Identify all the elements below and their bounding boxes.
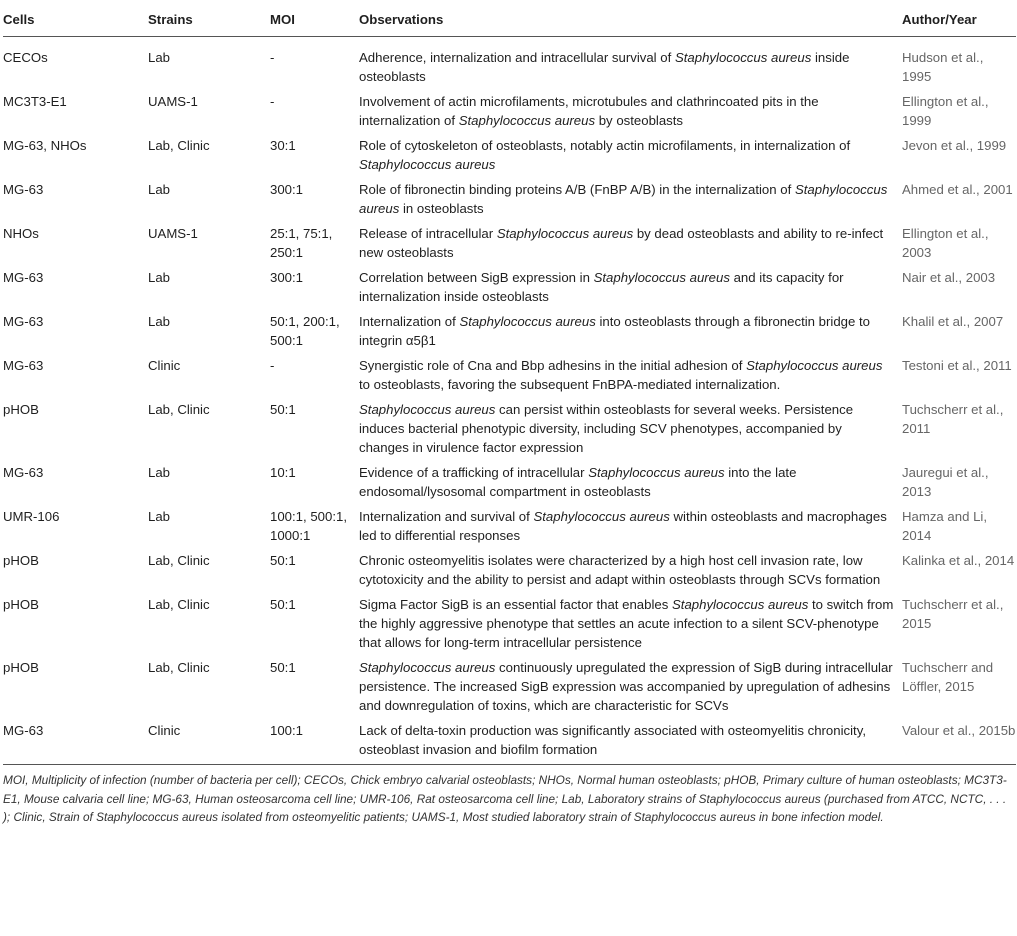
observation-text: continuously upregulated the expression of SigB during intracellular persistence. The increased SigB expression was accompanied by upregulation of adhesins and downregulation of toxins, which are characteristic for SCVs [359,660,893,713]
cell-author-year: Kalinka et al., 2014 [902,553,1015,568]
cell-moi: 100:1 [270,718,359,765]
cell-observations [359,460,902,504]
cell-cells: pHOB [3,553,39,568]
observation-text: by dead osteoblasts and ability to re-infect new osteoblasts [359,226,884,260]
observation-text: and its capacity for internalization inside osteoblasts [359,270,844,304]
cell-author-year: Valour et al., 2015b [902,718,1016,765]
table-row [3,89,1016,133]
cell-moi: 300:1 [270,182,304,197]
cell-moi: 100:1, 500:1, 1000:1 [270,509,347,543]
table-row [3,655,1016,718]
cell-moi: 30:1 [270,138,296,153]
species-name: Staphylococcus aureus [674,50,812,65]
cell-strains: UAMS-1 [148,226,198,241]
cell-moi: 50:1 [270,660,296,675]
observation-text: Adherence, internalization and intracellular survival of [359,50,675,65]
cell-observations [359,718,902,765]
observation-text: to osteoblasts, favoring the subsequent FnBPA-mediated internalization. [359,377,781,392]
table-row [3,353,1016,397]
cell-author-year: Testoni et al., 2011 [902,358,1012,373]
cell-moi: - [270,358,275,373]
species-name: Staphylococcus aureus [359,402,496,417]
table-row [3,718,1016,765]
cell-author-year: Tuchscherr et al., 2015 [902,597,1004,631]
cell-strains: Lab, Clinic [148,597,210,612]
species-name: Staphylococcus aureus [533,509,670,524]
cell-author-year: Hudson et al., 1995 [902,50,984,84]
species-name: Staphylococcus aureus [588,465,725,480]
cell-observations [359,655,902,718]
cell-moi: - [270,94,275,109]
cell-author-year: Nair et al., 2003 [902,270,996,285]
cell-moi: 10:1 [270,465,296,480]
observation-text: Sigma Factor SigB is an essential factor that enables [359,597,672,612]
cell-cells: MC3T3-E1 [3,94,67,109]
cell-author-year: Tuchscherr et al., 2011 [902,402,1004,436]
species-name: Staphylococcus aureus [746,358,883,373]
cell-author-year: Jauregui et al., 2013 [902,465,989,499]
cell-strains: Lab, Clinic [148,402,210,417]
cell-observations [359,133,902,177]
cell-observations [359,504,902,548]
table-row [3,309,1016,353]
cell-moi: 50:1 [270,553,296,568]
cell-observations [359,177,902,221]
cell-author-year: Hamza and Li, 2014 [902,509,988,543]
cell-author-year: Ellington et al., 2003 [902,226,989,260]
cell-observations [359,548,902,592]
table-row [3,548,1016,592]
table-row [3,133,1016,177]
header-row [3,0,1016,37]
cell-strains: Lab [148,270,171,285]
cell-cells: CECOs [3,50,48,65]
table-header [3,0,1016,37]
cell-author-year: Jevon et al., 1999 [902,138,1007,153]
table-footnote: MOI, Multiplicity of infection (number of bacteria per cell); CECOs, Chick embryo calvarial osteoblasts; NHOs, Normal human osteoblasts; pHOB, Primary culture of human osteoblasts; MC3T3-E1, Mouse calvaria cell line; MG-63, Human osteosarcoma cell line; UMR-106, Rat osteosarcoma cell line; Lab, Laboratory strains of Staphylococcus aureus (purchased from ATCC, NCTC, . . . ); Clinic, Strain of Staphylococcus aureus isolated from osteomyelitic patients; UAMS-1, Most studied laboratory strain of Staphylococcus aureus in bone infection model. [3,773,1007,824]
cell-observations [359,592,902,655]
cell-moi: 25:1, 75:1, 250:1 [270,226,333,260]
species-name: Staphylococcus aureus [593,270,730,285]
cell-cells: pHOB [3,402,39,417]
observation-text: Role of cytoskeleton of osteoblasts, notably actin microfilaments, in internalization of [359,138,851,153]
cell-observations [359,309,902,353]
observation-text: in osteoblasts [399,201,484,216]
cell-cells: MG-63 [3,465,44,480]
observation-text: within osteoblasts and macrophages led to differential responses [359,509,887,543]
observation-text: into the late endosomal/lysosomal compartment in osteoblasts [359,465,797,499]
observation-text: Lack of delta-toxin production was significantly associated with osteomyelitis chronicity, osteoblast invasion and biofilm formation [359,723,866,757]
cell-cells: pHOB [3,597,39,612]
cell-cells: MG-63 [3,270,44,285]
header-cells: Cells [3,0,148,37]
table-body [3,37,1016,765]
observation-text: Release of intracellular [359,226,497,241]
table-row [3,460,1016,504]
header-moi: MOI [270,0,359,37]
table-container [3,0,1016,827]
data-table [3,0,1016,765]
species-name: Staphylococcus aureus [359,182,888,216]
cell-observations [359,353,902,397]
cell-observations [359,265,902,309]
observation-text: Internalization of [359,314,460,329]
cell-strains: Clinic [148,358,181,373]
table-row [3,397,1016,460]
observation-text: Correlation between SigB expression in [359,270,594,285]
observation-text: Involvement of actin microfilaments, microtubules and clathrincoated pits in the internalization of [359,94,819,128]
cell-strains: Clinic [148,718,270,765]
header-observations: Observations [359,0,902,37]
cell-author-year: Ahmed et al., 2001 [902,182,1013,197]
cell-author-year: Khalil et al., 2007 [902,314,1004,329]
cell-observations [359,397,902,460]
cell-strains: UAMS-1 [148,94,198,109]
cell-moi: 50:1 [270,597,296,612]
observation-text: inside osteoblasts [359,50,850,84]
cell-strains: Lab, Clinic [148,660,210,675]
observation-text: Chronic osteomyelitis isolates were characterized by a high host cell invasion rate, low cytotoxicity and the ability to persist and adapt within osteoblasts through SCVs formation [359,553,881,587]
table-row [3,265,1016,309]
cell-observations [359,89,902,133]
cell-moi: 300:1 [270,270,304,285]
observation-text: to switch from the highly aggressive phenotype that settles an acute infection to a silent SCV-phenotype that allows for long-term intracellular persistence [359,597,894,650]
cell-cells: MG-63, NHOs [3,138,87,153]
cell-cells: UMR-106 [3,509,60,524]
cell-cells: NHOs [3,226,39,241]
table-row [3,592,1016,655]
cell-moi: 50:1, 200:1, 500:1 [270,314,340,348]
header-author-year: Author/Year [902,0,1016,37]
cell-strains: Lab [148,314,171,329]
cell-moi: 50:1 [270,402,296,417]
species-name: Staphylococcus aureus [359,660,496,675]
observation-text: Evidence of a trafficking of intracellular [359,465,589,480]
cell-strains: Lab [148,465,171,480]
cell-strains: Lab, Clinic [148,553,210,568]
cell-cells: pHOB [3,660,39,675]
cell-strains: Lab [148,182,171,197]
observation-text: Role of fibronectin binding proteins A/B (FnBP A/B) in the internalization of [359,182,795,197]
observation-text: Internalization and survival of [359,509,534,524]
species-name: Staphylococcus aureus [458,113,596,128]
cell-cells: MG-63 [3,358,44,373]
cell-author-year: Ellington et al., 1999 [902,94,989,128]
species-name: Staphylococcus aureus [496,226,634,241]
cell-moi: - [270,50,275,65]
cell-author-year: Tuchscherr and Löffler, 2015 [902,660,994,694]
observation-text: into osteoblasts through a fibronectin bridge to integrin α5β1 [359,314,870,348]
observation-text: can persist within osteoblasts for several weeks. Persistence induces bacterial phenotypic diversity, including SCV phenotypes, accompanied by changes in virulence factor expression [359,402,854,455]
cell-strains: Lab [148,509,171,524]
cell-strains: Lab, Clinic [148,138,210,153]
observation-text: Synergistic role of Cna and Bbp adhesins in the initial adhesion of [359,358,747,373]
cell-cells: MG-63 [3,182,44,197]
species-name: Staphylococcus aureus [459,314,596,329]
cell-observations [359,221,902,265]
cell-cells: MG-63 [3,314,44,329]
header-strains: Strains [148,0,270,37]
species-name: Staphylococcus aureus [672,597,809,612]
species-name: Staphylococcus aureus [359,157,496,172]
table-row [3,177,1016,221]
cell-strains: Lab [148,50,171,65]
cell-cells: MG-63 [3,718,148,765]
cell-observations [359,37,902,90]
table-row [3,37,1016,90]
observation-text: by osteoblasts [595,113,684,128]
table-row [3,504,1016,548]
table-row [3,221,1016,265]
